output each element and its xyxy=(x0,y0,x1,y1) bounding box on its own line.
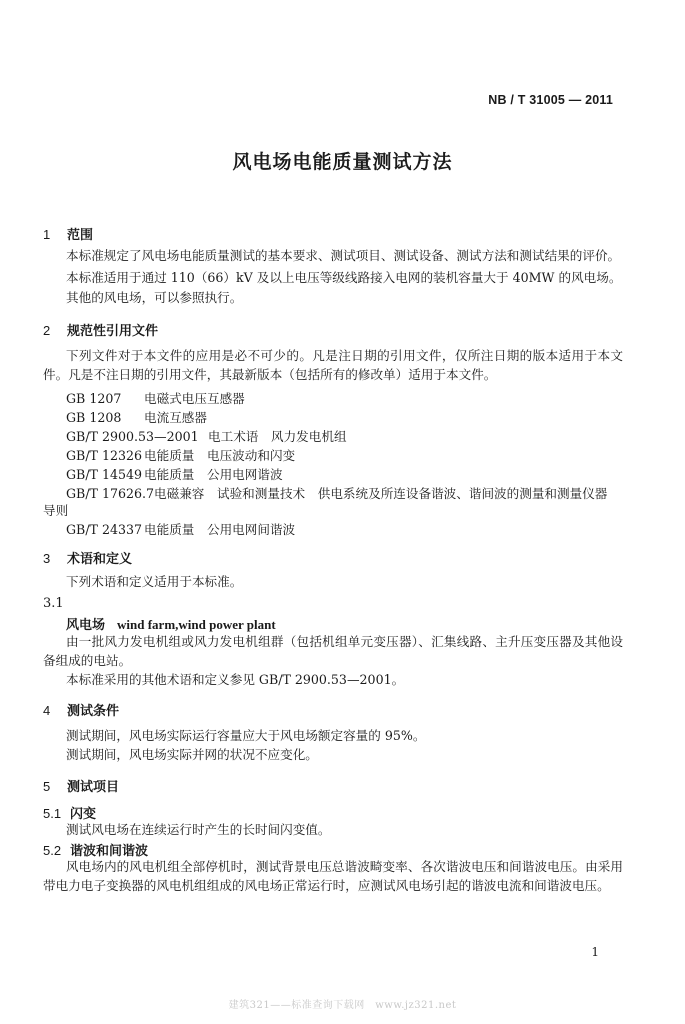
section-number: 2 xyxy=(43,323,51,338)
page-number: 1 xyxy=(591,945,599,959)
paragraph: 风电场内的风电机组全部停机时，测试背景电压总谐波畸变率、各次谐波电压和间谐波电压。由采用带电力电子变换器的风电机组组成的风电场正常运行时，应测试风电场引起的谐波电流和间谐波电压。 xyxy=(43,859,623,893)
reference-item xyxy=(66,519,295,538)
section-title: 术语和定义 xyxy=(67,552,133,567)
reference-item xyxy=(66,483,607,502)
paragraph: 测试期间，风电场实际运行容量应大于风电场额定容量的 95%。 xyxy=(66,728,426,743)
paragraph: 本标准采用的其他术语和定义参见 GB/T 2900.53—2001。 xyxy=(66,672,405,687)
term-english: wind farm,wind power plant xyxy=(117,617,276,632)
reference-title: 电流互感器 xyxy=(144,410,207,425)
term-chinese: 风电场 xyxy=(66,618,106,633)
reference-title: 电能质量 公用电网谐波 xyxy=(144,467,283,482)
definition-paragraph: 由一批风力发电机组或风力发电机组群（包括机组单元变压器）、汇集线路、主升压变压器及其他设备组成的电站。 xyxy=(43,634,623,668)
section-title: 规范性引用文件 xyxy=(67,324,159,339)
section-3-heading xyxy=(43,548,132,567)
reference-item xyxy=(66,407,207,426)
watermark: 建筑321——标准查询下载网 www.jz321.net xyxy=(228,1000,457,1011)
section-number: 3 xyxy=(43,551,51,566)
paragraph: 下列文件对于本文件的应用是必不可少的。凡是注日期的引用文件，仅所注日期的版本适用于本文件。凡是不注日期的引用文件，其最新版本（包括所有的修改单）适用于本文件。 xyxy=(43,348,623,382)
section-1-heading xyxy=(43,224,93,243)
section-number: 4 xyxy=(43,703,51,718)
reference-item xyxy=(66,464,283,483)
reference-code: GB/T 17626.7 xyxy=(66,486,155,501)
subsection-number: 5.2 xyxy=(43,843,62,858)
subsection-number: 5.1 xyxy=(43,806,62,821)
paragraph: 测试风电场在连续运行时产生的长时间闪变值。 xyxy=(66,822,331,837)
reference-code: GB 1207 xyxy=(66,391,122,406)
standard-code: NB / T 31005 — 2011 xyxy=(488,93,613,107)
paragraph: 测试期间，风电场实际并网的状况不应变化。 xyxy=(66,747,318,762)
subsection-title: 谐波和间谐波 xyxy=(70,844,149,859)
section-title: 范围 xyxy=(67,228,94,243)
reference-code: GB/T 24337 xyxy=(66,522,143,537)
section-title: 测试条件 xyxy=(67,704,120,719)
reference-code: GB 1208 xyxy=(66,410,122,425)
reference-code: GB/T 2900.53—2001 xyxy=(66,429,199,444)
subsection-number: 3.1 xyxy=(43,596,64,611)
reference-code: GB/T 12326 xyxy=(66,448,143,463)
paragraph: 本标准规定了风电场电能质量测试的基本要求、测试项目、测试设备、测试方法和测试结果的评价。 xyxy=(66,248,621,263)
section-number: 1 xyxy=(43,227,51,242)
reference-item xyxy=(66,388,245,407)
section-5-heading xyxy=(43,776,119,795)
section-number: 5 xyxy=(43,779,51,794)
section-2-heading xyxy=(43,320,158,339)
reference-title: 电磁式电压互感器 xyxy=(144,391,245,406)
section-title: 测试项目 xyxy=(67,780,120,795)
paragraph: 本标准适用于通过 110（66）kV 及以上电压等级线路接入电网的装机容量大于 40MW 的风电场。 xyxy=(66,270,622,285)
reference-item xyxy=(66,426,347,445)
document-title: 风电场电能质量测试方法 xyxy=(232,151,453,173)
reference-title: 电能质量 公用电网间谐波 xyxy=(144,522,296,537)
term-entry xyxy=(66,614,276,633)
paragraph: 下列术语和定义适用于本标准。 xyxy=(66,574,243,589)
reference-title: 电磁兼容 试验和测量技术 供电系统及所连设备谐波、谐间波的测量和测量仪器 xyxy=(154,486,608,501)
subsection-title: 闪变 xyxy=(70,807,97,822)
reference-title: 电工术语 风力发电机组 xyxy=(208,429,347,444)
paragraph: 其他的风电场，可以参照执行。 xyxy=(66,290,243,305)
section-4-heading xyxy=(43,700,119,719)
reference-code: GB/T 14549 xyxy=(66,467,143,482)
reference-item xyxy=(66,445,295,464)
reference-continuation: 导则 xyxy=(43,503,69,518)
reference-title: 电能质量 电压波动和闪变 xyxy=(144,448,296,463)
